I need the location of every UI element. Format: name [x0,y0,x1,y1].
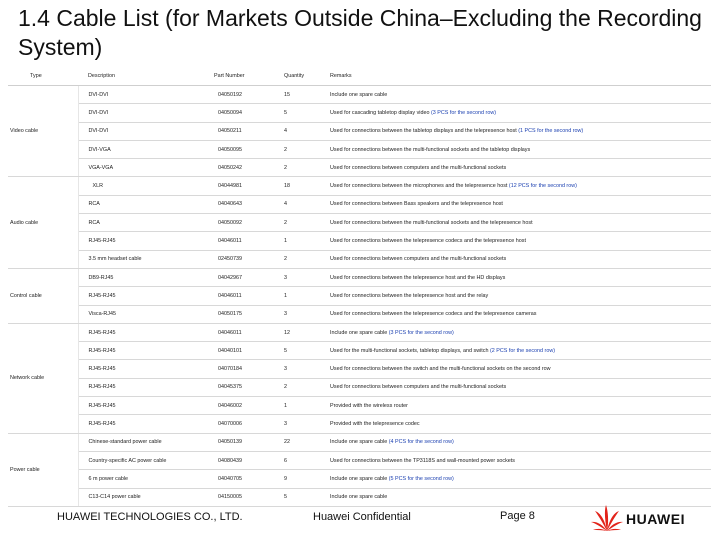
table-row [8,232,711,250]
table-row [8,470,711,488]
cell-quantity: 1 [282,287,328,305]
table-row [8,104,711,122]
cell-part-number: 04080439 [212,451,282,469]
column-header-remarks: Remarks [328,67,711,86]
cell-quantity: 2 [282,378,328,396]
cell-quantity: 15 [282,86,328,104]
cell-quantity: 6 [282,451,328,469]
table-row [8,451,711,469]
cell-quantity: 3 [282,305,328,323]
cell-remarks [328,140,711,158]
cell-part-number: 04044981 [212,177,282,195]
cell-description: XLR [78,177,212,195]
remark-text: Used for connections between the multi-functional sockets and the tabletop displays [330,146,531,153]
remark-text: Used for connections between the multi-functional sockets and the telepresence host [330,219,533,226]
cell-remarks [328,305,711,323]
remark-text: Used for connections between computers and the multi-functional sockets [330,164,507,171]
cell-description: RJ45-RJ45 [78,360,212,378]
cell-quantity: 12 [282,323,328,341]
cell-description: Country-specific AC power cable [78,451,212,469]
cell-description: RJ45-RJ45 [78,378,212,396]
cell-part-number: 04050094 [212,104,282,122]
cell-type: Network cable [8,323,78,433]
table-row [8,342,711,360]
cell-part-number: 04046011 [212,323,282,341]
cell-description: 3.5 mm headset cable [78,250,212,268]
remark-text: Used for connections between the telepresence host and the relay [330,292,489,299]
remark-text: Used for connections between computers and the multi-functional sockets [330,256,507,263]
table-row [8,287,711,305]
table-row [8,250,711,268]
cell-remarks [328,195,711,213]
remark-text: Used for connections between the telepresence codecs and the telepresence cameras [330,311,537,318]
cell-part-number: 04050175 [212,305,282,323]
cell-description: Visca-RJ45 [78,305,212,323]
cell-part-number: 04070184 [212,360,282,378]
cell-remarks [328,360,711,378]
table-row [8,433,711,451]
cell-remarks [328,122,711,140]
cell-quantity: 18 [282,177,328,195]
footer-confidential: Huawei Confidential [313,511,411,523]
remark-second-row-note: (12 PCS for the second row) [508,183,577,190]
cell-part-number: 04046011 [212,232,282,250]
cell-description: RJ45-RJ45 [78,397,212,415]
cell-part-number: 04050092 [212,214,282,232]
remark-text: Provided with the telepresence codec [330,420,420,427]
table-row [8,122,711,140]
cell-part-number: 04050095 [212,140,282,158]
cell-quantity: 3 [282,360,328,378]
cell-quantity: 2 [282,250,328,268]
cell-description: DVI-DVI [78,86,212,104]
table-row [8,177,711,195]
cell-remarks [328,433,711,451]
cell-description: Chinese-standard power cable [78,433,212,451]
cell-part-number: 04040705 [212,470,282,488]
remark-text: Include one spare cable [330,329,388,336]
remark-second-row-note: (2 PCS for the second row) [490,347,556,354]
cell-part-number: 02450739 [212,250,282,268]
remark-text: Provided with the wireless router [330,402,408,409]
remark-second-row-note: (3 PCS for the second row) [388,329,454,336]
cell-part-number: 04050211 [212,122,282,140]
column-header-part-number: Part Number [212,67,282,86]
cell-part-number: 04046011 [212,287,282,305]
cell-remarks [328,470,711,488]
cell-part-number: 04050139 [212,433,282,451]
remark-text: Used for connections between Bass speakers and the telepresence host [330,201,503,208]
table-row [8,268,711,286]
cell-quantity: 3 [282,268,328,286]
cell-quantity: 1 [282,397,328,415]
remark-text: Used for the multi-functional sockets, tabletop displays, and switch [330,347,489,354]
cell-part-number: 04040643 [212,195,282,213]
column-header-quantity: Quantity [282,67,328,86]
cell-description: RJ45-RJ45 [78,342,212,360]
cell-remarks [328,397,711,415]
column-header-type: Type [8,67,78,86]
cell-description: C13-C14 power cable [78,488,212,506]
table-row [8,305,711,323]
cell-quantity: 2 [282,159,328,177]
remark-text: Used for connections between the telepresence host and the HD displays [330,274,506,281]
cable-list-table [8,67,711,507]
cell-type: Control cable [8,268,78,323]
remark-second-row-note: (1 PCS for the second row) [518,128,584,135]
footer-company: HUAWEI TECHNOLOGIES CO., LTD. [57,511,243,523]
table-row [8,397,711,415]
remark-text: Include one spare cable [330,494,388,501]
cell-description: DVI-DVI [78,122,212,140]
table-row [8,323,711,341]
cell-remarks [328,86,711,104]
remark-text: Used for connections between the microphones and the telepresence host [330,183,508,190]
remark-text: Used for connections between the TP3118S and wall-mounted power sockets [330,457,515,464]
cell-description: RJ45-RJ45 [78,232,212,250]
cell-remarks [328,104,711,122]
remark-text: Include one spare cable [330,439,388,446]
cell-remarks [328,232,711,250]
table-row [8,86,711,104]
cell-quantity: 5 [282,342,328,360]
cell-quantity: 22 [282,433,328,451]
cell-remarks [328,287,711,305]
cell-remarks [328,451,711,469]
remark-second-row-note: (3 PCS for the second row) [431,109,497,116]
column-header-description: Description [78,67,212,86]
remark-text: Include one spare cable [330,91,388,98]
cell-description: RJ45-RJ45 [78,415,212,433]
cell-quantity: 4 [282,195,328,213]
remark-second-row-note: (5 PCS for the second row) [388,475,454,482]
table-row [8,214,711,232]
table-row [8,378,711,396]
cell-remarks [328,378,711,396]
cell-remarks [328,268,711,286]
remark-text: Used for connections between computers and the multi-functional sockets [330,384,507,391]
cell-description: RJ45-RJ45 [78,323,212,341]
remark-second-row-note: (4 PCS for the second row) [388,439,454,446]
cell-part-number: 04150005 [212,488,282,506]
cell-type: Video cable [8,86,78,177]
cell-part-number: 04070006 [212,415,282,433]
remark-text: Used for cascading tabletop display video [330,109,430,116]
cell-quantity: 4 [282,122,328,140]
cell-type: Power cable [8,433,78,506]
cell-part-number: 04050192 [212,86,282,104]
cell-description: RCA [78,214,212,232]
remark-text: Used for connections between the tabletop displays and the telepresence host [330,128,517,135]
remark-text: Used for connections between the telepresence codecs and the telepresence host [330,238,526,245]
cell-quantity: 9 [282,470,328,488]
cell-type: Audio cable [8,177,78,268]
table-row [8,195,711,213]
table-row [8,159,711,177]
huawei-logo [590,503,710,533]
huawei-flower-icon [590,503,624,533]
cell-description: 6 m power cable [78,470,212,488]
cell-description: RJ45-RJ45 [78,287,212,305]
cell-part-number: 04046002 [212,397,282,415]
table-row [8,360,711,378]
cell-part-number: 04045375 [212,378,282,396]
cell-part-number: 04042967 [212,268,282,286]
cell-quantity: 2 [282,214,328,232]
footer-page-number: Page 8 [500,510,535,522]
cell-quantity: 1 [282,232,328,250]
table-header-row [8,67,711,86]
table-body [8,86,711,507]
cell-description: DVI-DVI [78,104,212,122]
cell-part-number: 04050242 [212,159,282,177]
cell-quantity: 3 [282,415,328,433]
cell-remarks [328,323,711,341]
cell-quantity: 5 [282,104,328,122]
logo-text: HUAWEI [626,511,685,527]
cell-remarks [328,415,711,433]
remark-text: Include one spare cable [330,475,388,482]
cell-part-number: 04040101 [212,342,282,360]
cell-remarks [328,250,711,268]
cell-description: DVI-VGA [78,140,212,158]
cell-remarks [328,214,711,232]
cell-remarks [328,177,711,195]
cell-description: DB9-RJ45 [78,268,212,286]
cell-quantity: 5 [282,488,328,506]
cell-remarks [328,159,711,177]
table-row [8,415,711,433]
cell-remarks [328,342,711,360]
cell-description: RCA [78,195,212,213]
table-row [8,140,711,158]
cell-description: VGA-VGA [78,159,212,177]
page-title: 1.4 Cable List (for Markets Outside China–Excluding the Recording System) [18,5,702,60]
cell-quantity: 2 [282,140,328,158]
remark-text: Used for connections between the switch and the multi-functional sockets on the second row [330,366,551,373]
